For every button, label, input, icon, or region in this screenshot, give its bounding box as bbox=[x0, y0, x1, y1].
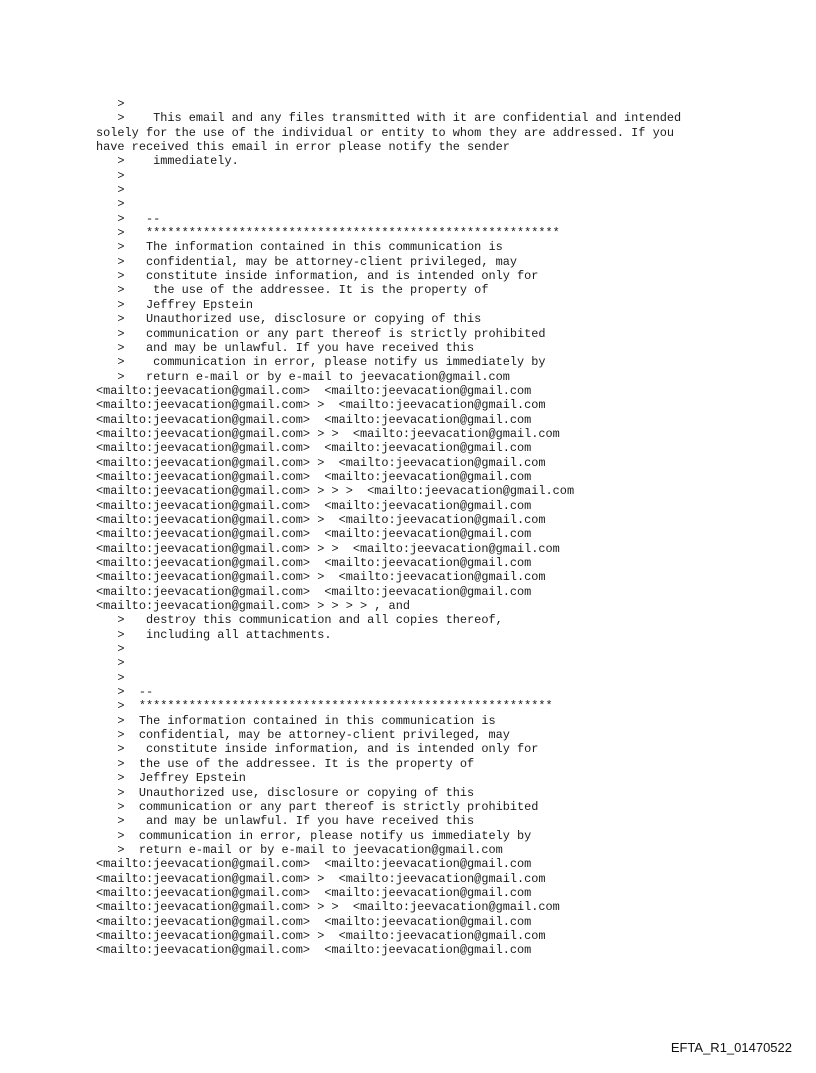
email-line: > and may be unlawful. If you have received this bbox=[96, 340, 475, 355]
email-line: <mailto:jeevacation@gmail.com> > > <mailto:jeevacation@gmail.com bbox=[96, 426, 560, 441]
email-line: <mailto:jeevacation@gmail.com> > > <mailto:jeevacation@gmail.com bbox=[96, 900, 560, 915]
email-line: <mailto:jeevacation@gmail.com> <mailto:jeevacation@gmail.com bbox=[96, 556, 532, 570]
email-line: > The information contained in this communication is bbox=[96, 240, 503, 255]
email-line: > The information contained in this communication is bbox=[96, 713, 496, 728]
email-line: > Unauthorized use, disclosure or copying of this bbox=[96, 785, 475, 800]
email-line: > Unauthorized use, disclosure or copying of this bbox=[96, 312, 482, 327]
email-line: > including all attachments. bbox=[96, 627, 332, 642]
email-line: <mailto:jeevacation@gmail.com> > <mailto:jeevacation@gmail.com bbox=[96, 398, 546, 413]
email-line: > bbox=[96, 183, 125, 198]
email-line: <mailto:jeevacation@gmail.com> > > <mailto:jeevacation@gmail.com bbox=[96, 541, 560, 556]
document-id-footer: EFTA_R1_01470522 bbox=[670, 1040, 792, 1055]
email-line: > return e-mail or by e-mail to jeevacation@gmail.com bbox=[96, 369, 510, 384]
email-line: > ********************************************************** bbox=[96, 699, 553, 714]
email-line: > bbox=[96, 656, 125, 671]
email-line: > and may be unlawful. If you have received this bbox=[96, 814, 475, 829]
email-line: <mailto:jeevacation@gmail.com> <mailto:jeevacation@gmail.com bbox=[96, 527, 532, 542]
email-line: > communication in error, please notify us immediately by bbox=[96, 828, 532, 843]
email-line: <mailto:jeevacation@gmail.com> <mailto:jeevacation@gmail.com bbox=[96, 885, 532, 900]
email-line: <mailto:jeevacation@gmail.com> <mailto:jeevacation@gmail.com bbox=[96, 584, 532, 599]
email-line: > bbox=[96, 670, 125, 685]
email-line: solely for the use of the individual or entity to whom they are addressed. If you bbox=[96, 125, 674, 140]
email-line: > immediately. bbox=[96, 154, 239, 169]
email-line: <mailto:jeevacation@gmail.com> <mailto:jeevacation@gmail.com bbox=[96, 914, 532, 929]
email-line: <mailto:jeevacation@gmail.com> <mailto:jeevacation@gmail.com bbox=[96, 498, 532, 513]
email-body bbox=[96, 97, 796, 958]
email-line: > return e-mail or by e-mail to jeevacation@gmail.com bbox=[96, 842, 503, 857]
email-line: > confidential, may be attorney-client privileged, may bbox=[96, 728, 510, 743]
email-line: > -- bbox=[96, 685, 154, 700]
email-line: > communication or any part thereof is strictly prohibited bbox=[96, 326, 546, 341]
email-line: > constitute inside information, and is intended only for bbox=[96, 742, 539, 757]
email-line: <mailto:jeevacation@gmail.com> <mailto:jeevacation@gmail.com bbox=[96, 412, 532, 427]
email-line: > destroy this communication and all copies thereof, bbox=[96, 613, 503, 628]
email-line: <mailto:jeevacation@gmail.com> > <mailto:jeevacation@gmail.com bbox=[96, 928, 546, 943]
email-line: > Jeffrey Epstein bbox=[96, 771, 246, 786]
email-line: > constitute inside information, and is intended only for bbox=[96, 269, 539, 284]
email-line: <mailto:jeevacation@gmail.com> <mailto:jeevacation@gmail.com bbox=[96, 857, 532, 872]
email-line: <mailto:jeevacation@gmail.com> <mailto:jeevacation@gmail.com bbox=[96, 469, 532, 484]
email-line: > -- bbox=[96, 211, 161, 226]
email-line: have received this email in error please notify the sender bbox=[96, 140, 510, 155]
email-line: > bbox=[96, 197, 125, 212]
email-line: > bbox=[96, 168, 125, 183]
email-line: > communication or any part thereof is strictly prohibited bbox=[96, 799, 539, 814]
email-line: > This email and any files transmitted with it are confidential and intended bbox=[96, 111, 682, 126]
email-line: > the use of the addressee. It is the property of bbox=[96, 756, 475, 771]
email-line: > ********************************************************** bbox=[96, 226, 560, 241]
email-line: > the use of the addressee. It is the property of bbox=[96, 283, 489, 298]
email-line: <mailto:jeevacation@gmail.com> > <mailto:jeevacation@gmail.com bbox=[96, 871, 546, 886]
email-line: > Jeffrey Epstein bbox=[96, 297, 253, 312]
email-line: > bbox=[96, 642, 125, 657]
email-line: <mailto:jeevacation@gmail.com> > <mailto:jeevacation@gmail.com bbox=[96, 455, 546, 470]
email-line: > confidential, may be attorney-client privileged, may bbox=[96, 254, 517, 269]
email-line: <mailto:jeevacation@gmail.com> > > > <mailto:jeevacation@gmail.com bbox=[96, 484, 575, 499]
email-line: > communication in error, please notify us immediately by bbox=[96, 355, 546, 370]
email-line: <mailto:jeevacation@gmail.com> > > > > , and bbox=[96, 599, 410, 614]
email-line: <mailto:jeevacation@gmail.com> > <mailto:jeevacation@gmail.com bbox=[96, 512, 546, 527]
email-line: <mailto:jeevacation@gmail.com> <mailto:jeevacation@gmail.com bbox=[96, 383, 532, 398]
email-line: <mailto:jeevacation@gmail.com> <mailto:jeevacation@gmail.com bbox=[96, 943, 532, 958]
email-line: > bbox=[96, 97, 125, 111]
email-line: <mailto:jeevacation@gmail.com> <mailto:jeevacation@gmail.com bbox=[96, 441, 532, 456]
email-line: <mailto:jeevacation@gmail.com> > <mailto:jeevacation@gmail.com bbox=[96, 570, 546, 585]
